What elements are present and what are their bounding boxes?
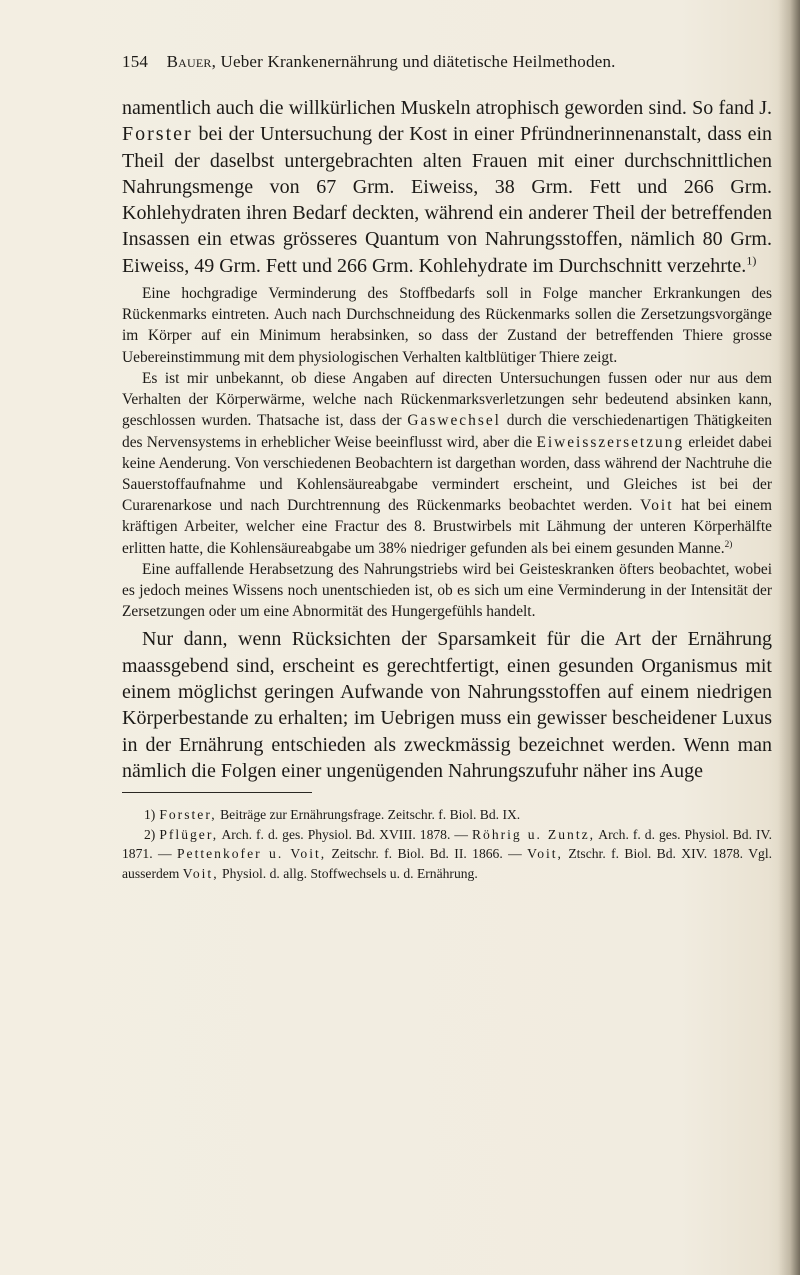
footnote-ref-1: 1) bbox=[746, 253, 757, 268]
footnote-2-author: Pflüger, bbox=[159, 826, 219, 842]
footnote-2-author-3: Pettenkofer u. Voit, bbox=[176, 846, 327, 862]
footnote-2-author-4: Voit, bbox=[527, 846, 563, 862]
footnote-2-number: 2) bbox=[144, 826, 156, 842]
paragraph-3-text-a: Es ist mir unbekannt, ob diese Angaben auf directen Untersuchungen fussen oder nur aus dem Verhalten der Körperwärme, welche nach Rückenmarksverletzungen sehr bedeutend absinken kann, geschlossen wurden. Thatsache ist, dass der bbox=[122, 369, 772, 430]
page-edge-shadow bbox=[778, 0, 800, 1275]
footnote-2-author-2: Röhrig u. Zuntz, bbox=[471, 826, 596, 842]
paragraph-3 bbox=[122, 368, 772, 559]
footnote-2-text-d: Ztschr. f. Biol. Bd. XIV. 1878. Vgl. ausserdem bbox=[122, 846, 772, 881]
footnote-1-author: Forster, bbox=[159, 807, 217, 823]
footnote-divider bbox=[122, 792, 312, 793]
running-header bbox=[122, 52, 702, 72]
footnote-1-text: Beiträge zur Ernährungsfrage. Zeitschr. f. Biol. Bd. IX. bbox=[216, 807, 521, 823]
page-body bbox=[122, 95, 772, 883]
paragraph-3-text-b: durch die verschiedenartigen Thätigkeiten des Nervensystems in erheblicher Weise beeinflusst wird, aber die bbox=[122, 412, 773, 451]
term-gaswechsel: Gaswechsel bbox=[407, 412, 501, 430]
author-name-forster: Forster bbox=[122, 123, 193, 146]
paragraph-1-text-b: bei der Untersuchung der Kost in einer Pfründnerinnenanstalt, dass ein Theil der daselbst untergebrachten alten Frauen mit einer durchschnittlichen Nahrungsmenge von 67 Grm. Eiweiss, 38 Grm. Fett und 266 Grm. Kohlehydraten ihren Bedarf deckten, während ein anderer Theil der betreffenden Insassen ein etwas grösseres Quantum von Nahrungsstoffen, nämlich 80 Grm. Eiweiss, 49 Grm. Fett und 266 Grm. Kohlehydrate im Durchschnitt verzehrte. bbox=[122, 123, 772, 277]
paragraph-2: Eine hochgradige Verminderung des Stoffbedarfs soll in Folge mancher Erkrankungen des Rückenmarks eintreten. Auch nach Durchschneidung des Rückenmarks sollen die Zersetzungsvorgänge im Körper auf ein Minimum herabsinken, so dass der Zustand der betreffenden Thiere grosse Uebereinstimmung mit dem physiologischen Verhalten kaltblütiger Thiere zeigt. bbox=[122, 285, 772, 366]
paragraph-4: Eine auffallende Herabsetzung des Nahrungstriebs wird bei Geisteskranken öfters beobachtet, wobei es jedoch meines Wissens noch unentschieden ist, ob es sich um eine Verminderung in der Intensität der Zersetzungen oder um eine Abnormität des Hungergefühls handelt. bbox=[122, 560, 772, 621]
header-title: Ueber Krankenernährung und diätetische Heilmethoden. bbox=[220, 52, 616, 71]
paragraph-3-text-c: erleidet dabei keine Aenderung. Von verschiedenen Beobachtern ist dargethan worden, dass während der Nachtruhe die Sauerstoffaufnahme und Kohlensäureabgabe vermindert erscheint, und Gleiches ist bei der Curarenarkose und nach Durchtrennung des Rückenmarks beobachtet werden. bbox=[122, 433, 772, 515]
footnote-2-text-b: Arch. f. d. ges. Physiol. Bd. IV. 1871. — bbox=[122, 826, 772, 862]
author-name-voit: Voit bbox=[640, 497, 674, 515]
footnote-1 bbox=[122, 805, 772, 825]
page-number: 154 bbox=[122, 52, 149, 71]
footnote-2 bbox=[122, 825, 772, 884]
footnote-2-author-5: Voit, bbox=[182, 865, 219, 881]
term-eiweisszersetzung: Eiweisszersetzung bbox=[536, 433, 685, 451]
footnote-2-text-a: Arch. f. d. ges. Physiol. Bd. XVIII. 1878. — bbox=[218, 826, 472, 842]
paragraph-1-text-a: namentlich auch die willkürlichen Muskeln atrophisch geworden sind. So fand J. bbox=[122, 97, 772, 119]
footnote-1-number: 1) bbox=[144, 807, 156, 823]
paragraph-3-text-d: hat bei einem kräftigen Arbeiter, welcher eine Fractur des 8. Brustwirbels mit Lähmung der unteren Körperhälfte erlitten hatte, die Kohlensäureabgabe um 38% niedriger gefunden als bei einem gesunden Manne. bbox=[122, 497, 772, 557]
footnote-2-text-e: Physiol. d. allg. Stoffwechsels u. d. Ernährung. bbox=[218, 865, 478, 881]
footnote-2-text-c: Zeitschr. f. Biol. Bd. II. 1866. — bbox=[326, 846, 528, 862]
header-author: Bauer, bbox=[166, 52, 217, 71]
paragraph-5: Nur dann, wenn Rücksichten der Sparsamkeit für die Art der Ernährung maassgebend sind, erscheint es gerechtfertigt, einen gesunden Organismus mit einem möglichst geringen Aufwande von Nahrungsstoffen auf einem niedrigen Körperbestande zu erhalten; im Uebrigen muss ein gewisser bescheidener Luxus in der Ernährung entschieden als zweckmässig bezeichnet werden. Wenn man nämlich die Folgen einer ungenügenden Nahrungszufuhr näher ins Auge bbox=[122, 628, 772, 782]
footnote-ref-2: 2) bbox=[724, 538, 733, 549]
paragraph-1 bbox=[122, 95, 772, 279]
